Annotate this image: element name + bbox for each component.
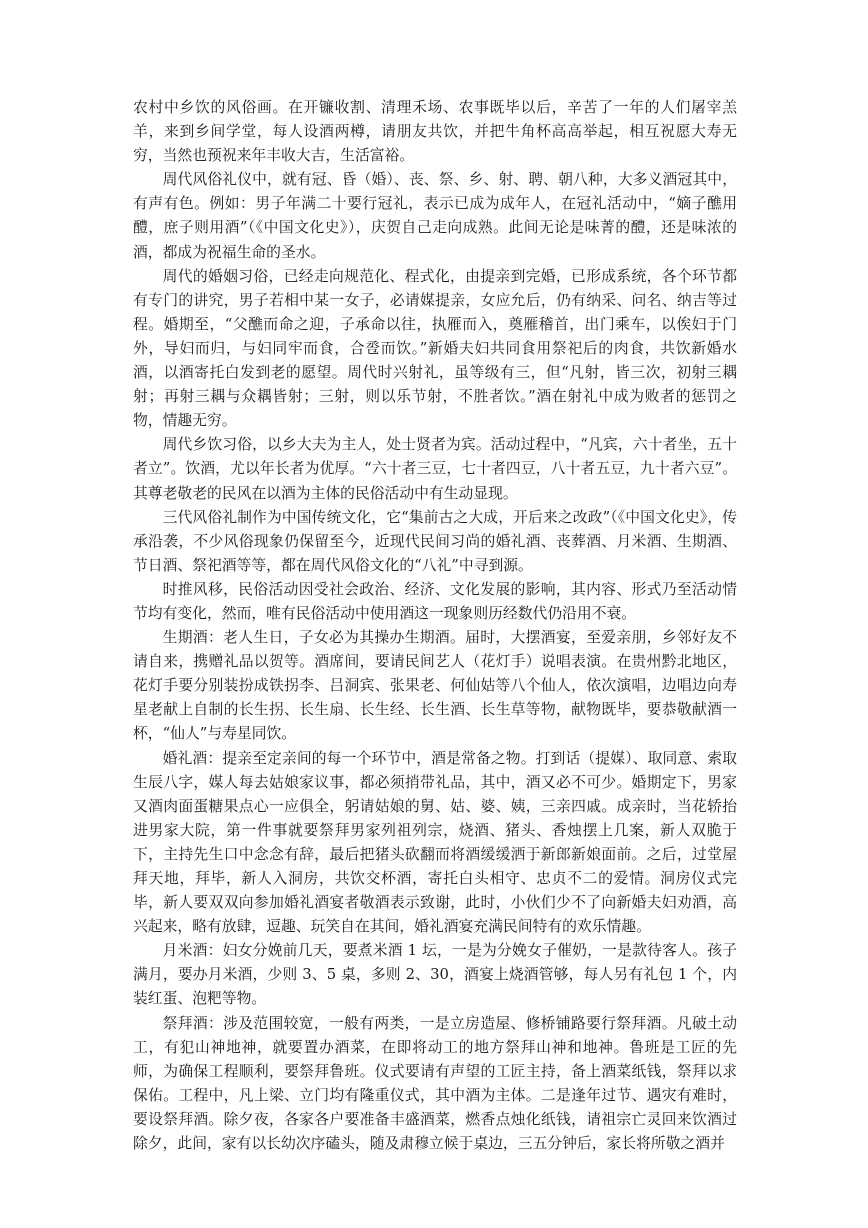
paragraph-6: 时推风移，民俗活动因受社会政治、经济、文化发展的影响，其内容、形式乃至活动情节均有变化，然而，唯有民俗活动中使用酒这一现象则历经数代仍沿用不衰。 [133, 580, 737, 622]
paragraph-3: 周代的婚姻习俗，已经走向规范化、程式化，由提亲到完婚，已形成系统，各个环节都有专门的讲究，男子若相中某一女子，必请媒提亲，女应允后，仍有纳采、问名、纳吉等过程。婚期至，“父醮而命之迎，子承命以往，执雁而入，奠雁稽首，出门乘车，以俟妇于门外，导妇而归，与妇同牢而食，合卺而饮。”新婚夫妇共同食用祭祀后的肉食，共饮新婚水酒，以酒寄托白发到老的愿望。周代时兴射礼，虽等级有三，但“凡射，皆三次，初射三耦射；再射三耦与众耦皆射；三射，则以乐节射，不胜者饮。”酒在射礼中成为败者的惩罚之物，情趣无穷。 [133, 267, 737, 430]
paragraph-10: 祭拜酒：涉及范围较宽，一般有两类，一是立房造屋、修桥铺路要行祭拜酒。凡破土动工，有犯山神地神，就要置办酒菜，在即将动工的地方祭拜山神和地神。鲁班是工匠的先师，为确保工程顺利，要祭拜鲁班。仪式要请有声望的工匠主持，备上酒菜纸钱，祭拜以求保佑。工程中，凡上梁、立门均有隆重仪式，其中酒为主体。二是逢年过节、遇灾有难时，要设祭拜酒。除夕夜，各家各户要准备丰盛酒菜，燃香点烛化纸钱，请祖宗亡灵回来饮酒过除夕，此间，家有以长幼次序磕头，随及肃穆立候于桌边，三五分钟后，家长将所敬之酒并 [133, 1014, 737, 1153]
paragraph-2: 周代风俗礼仪中，就有冠、昏（婚）、丧、祭、乡、射、聘、朝八种，大多义酒冠其中，有声有色。例如：男子年满二十要行冠礼，表示已成为成年人，在冠礼活动中，“嫡子醮用醴，庶子则用酒”（《中国文化史》），庆贺自己走向成熟。此间无论是味菁的醴，还是味浓的酒，都成为祝福生命的圣水。 [133, 171, 737, 261]
paragraph-5: 三代风俗礼制作为中国传统文化，它“集前古之大成，开后来之改政”（《中国文化史》，传承沿袭，不少风俗现象仍保留至今，近现代民间习尚的婚礼酒、丧葬酒、月米酒、生期酒、节日酒、祭祀酒等等，都在周代风俗文化的“八礼”中寻到源。 [133, 508, 737, 574]
document-body [133, 96, 737, 1156]
paragraph-1: 农村中乡饮的风俗画。在开镰收割、清理禾场、农事既毕以后，辛苦了一年的人们屠宰羔羊，来到乡间学堂，每人设酒两樽，请朋友共饮，并把牛角杯高高举起，相互祝愿大寿无穷，当然也预祝来年丰收大吉，生活富裕。 [133, 99, 737, 165]
paragraph-8: 婚礼酒：提亲至定亲间的每一个环节中，酒是常备之物。打到话（提媒）、取同意、索取生辰八字，媒人每去姑娘家议事，都必须捎带礼品，其中，酒又必不可少。婚期定下，男家又酒肉面蛋糖果点心一应俱全，躬请姑娘的舅、姑、婆、姨，三亲四戚。成亲时，当花轿抬进男家大院，第一件事就要祭拜男家列祖列宗，烧酒、猪头、香烛摆上几案，新人双脆于下，主持先生口中念念有辞，最后把猪头砍翻而将酒缓缓洒于新郎新娘面前。之后，过堂屋拜天地，拜毕，新人入洞房，共饮交杯酒，寄托白头相守、忠贞不二的爱情。洞房仪式完毕，新人要双双向参加婚礼酒宴者敬酒表示致谢，此时，小伙们少不了向新婚夫妇劝酒，高兴起来，略有放肆，逗趣、玩笑自在其间，婚礼酒宴充满民间特有的欢乐情趣。 [133, 749, 737, 936]
paragraph-7: 生期酒：老人生日，子女必为其操办生期酒。届时，大摆酒宴，至爱亲朋，乡邻好友不请自来，携赠礼品以贺等。酒席间，要请民间艺人（花灯手）说唱表演。在贵州黔北地区，花灯手要分别装扮成铁拐李、吕洞宾、张果老、何仙姑等八个仙人，依次演唱，边唱边向寿星老献上自制的长生拐、长生扇、长生经、长生酒、长生草等物，献物既毕，要恭敬献酒一杯，“仙人”与寿星同饮。 [133, 629, 737, 743]
paragraph-9: 月米酒：妇女分娩前几天，要煮米酒 1 坛，一是为分娩女子催奶，一是款待客人。孩子满月，要办月米酒，少则 3、5 桌，多则 2、30，酒宴上烧酒管够，每人另有礼包 1 个，内装红蛋、泡粑等物。 [133, 942, 737, 1008]
paragraph-4: 周代乡饮习俗，以乡大夫为主人，处士贤者为宾。活动过程中，“凡宾，六十者坐，五十者立”。饮酒，尤以年长者为优厚。“六十者三豆，七十者四豆，八十者五豆，九十者六豆”。其尊老敬老的民风在以酒为主体的民俗活动中有生动显现。 [133, 436, 737, 502]
